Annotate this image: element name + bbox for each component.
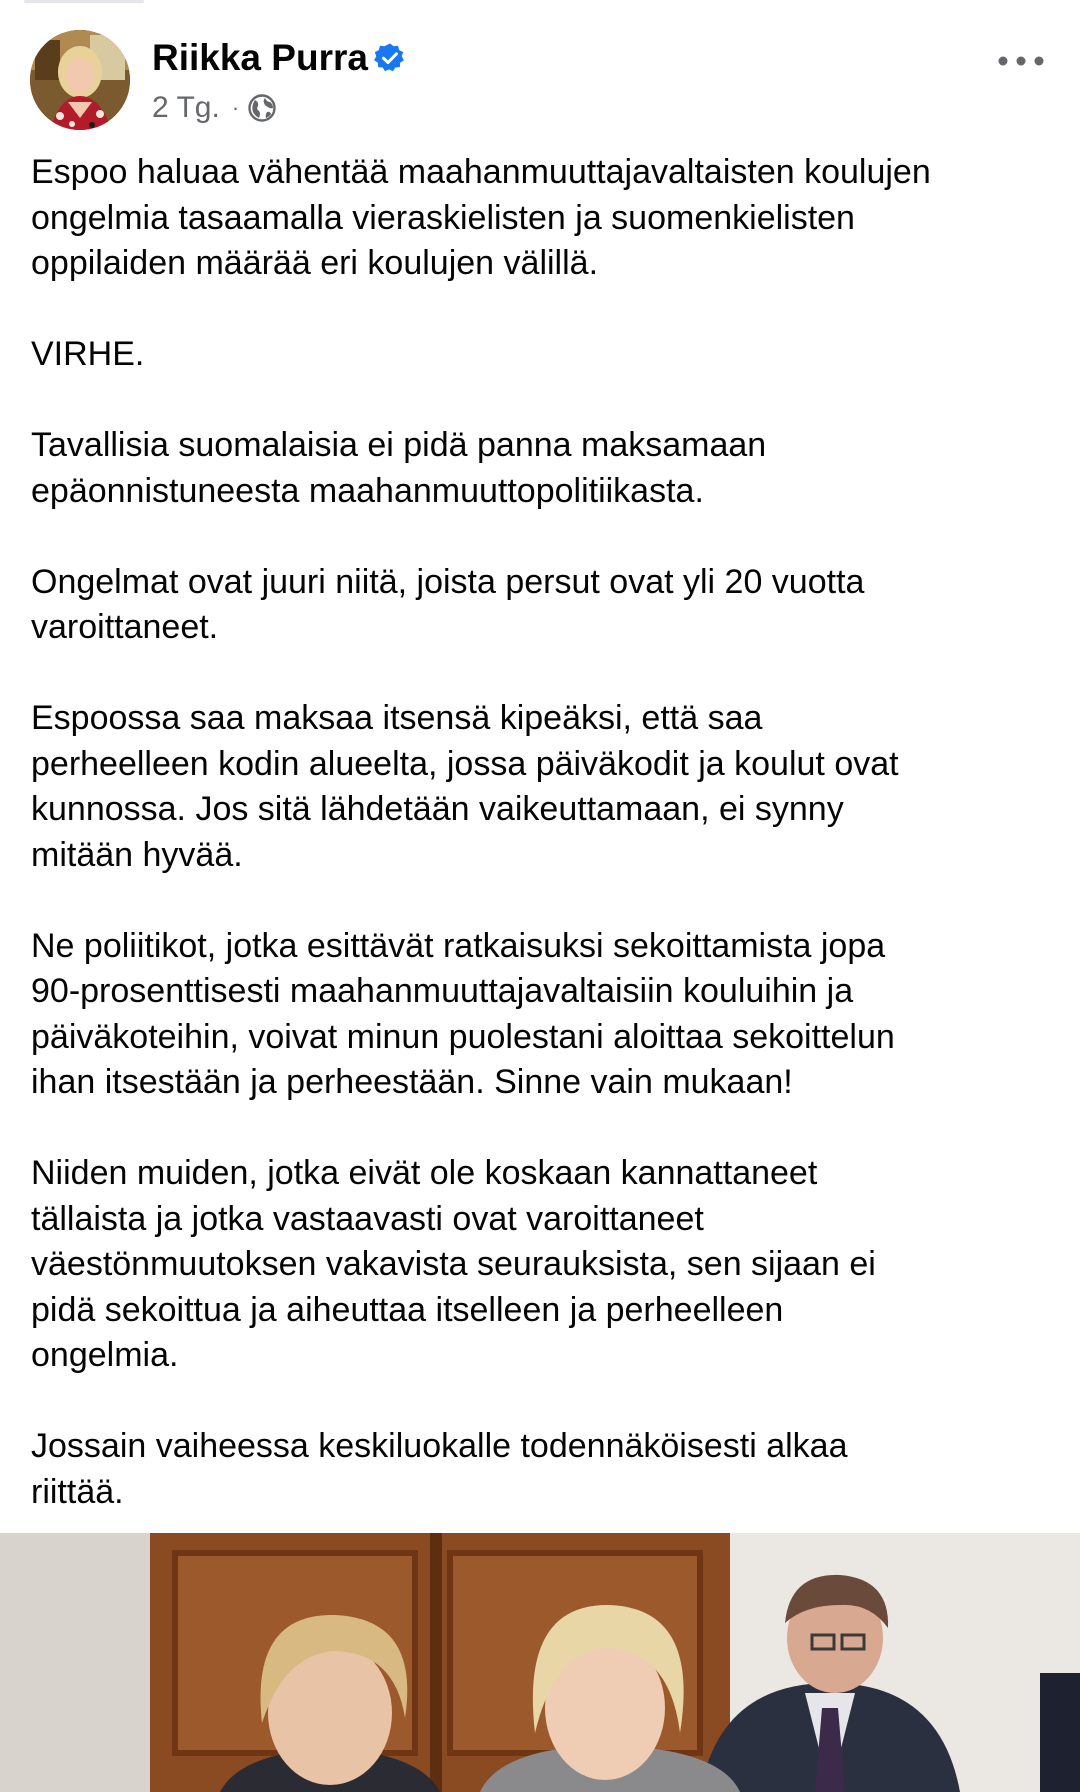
post-paragraph: Jossain vaiheessa keskiluokalle todennäköisesti alkaa riittää. <box>31 1427 848 1511</box>
post-paragraph: Tavallisia suomalaisia ei pidä panna maksamaan epäonnistuneesta maahanmuuttopolitiikasta. <box>31 426 767 510</box>
post-photo[interactable] <box>0 1533 1080 1792</box>
post-meta <box>152 88 277 128</box>
post-body <box>31 150 1061 1561</box>
post-paragraph: Espoo haluaa vähentää maahanmuuttajavaltaisten koulujen ongelmia tasaamalla vieraskielisten ja suomenkielisten oppilaiden määrää eri koulujen välillä. <box>31 153 931 282</box>
avatar-photo-icon <box>30 30 130 130</box>
globe-icon <box>247 93 277 123</box>
meta-separator: · <box>231 95 240 120</box>
photo-image <box>0 1533 1080 1792</box>
previous-post-edge <box>0 0 1080 8</box>
post-paragraph: Niiden muiden, jotka eivät ole koskaan kannattaneet tällaista ja jotka vastaavasti ovat varoittaneet väestönmuutoksen vakavista seurauksista, sen sijaan ei pidä sekoittua ja aiheuttaa itselleen ja perheelleen ongelmia. <box>31 1154 876 1374</box>
more-options-icon[interactable] <box>996 46 1046 76</box>
post-paragraph: Ongelmat ovat juuri niitä, joista persut ovat yli 20 vuotta varoittaneet. <box>31 562 865 646</box>
author-avatar[interactable] <box>30 30 130 130</box>
post-timestamp[interactable]: 2 Tg. <box>152 91 220 124</box>
post-paragraph: VIRHE. <box>31 335 145 373</box>
verified-badge-icon <box>374 42 406 74</box>
post-header <box>0 28 1080 132</box>
author-name[interactable]: Riikka Purra <box>152 37 368 78</box>
post-paragraph: Ne poliitikot, jotka esittävät ratkaisuksi sekoittamista jopa 90-prosenttisesti maahanmuuttajavaltaisiin kouluihin ja päiväkoteihin, voivat minun puolestani aloittaa sekoittelun ihan itsestään ja perheestään. Sinne vain mukaan! <box>31 926 895 1101</box>
post-paragraph: Espoossa saa maksaa itsensä kipeäksi, että saa perheelleen kodin alueelta, jossa päiväkodit ja koulut ovat kunnossa. Jos sitä lähdetään vaikeuttamaan, ei synny mitään hyvää. <box>31 699 899 874</box>
